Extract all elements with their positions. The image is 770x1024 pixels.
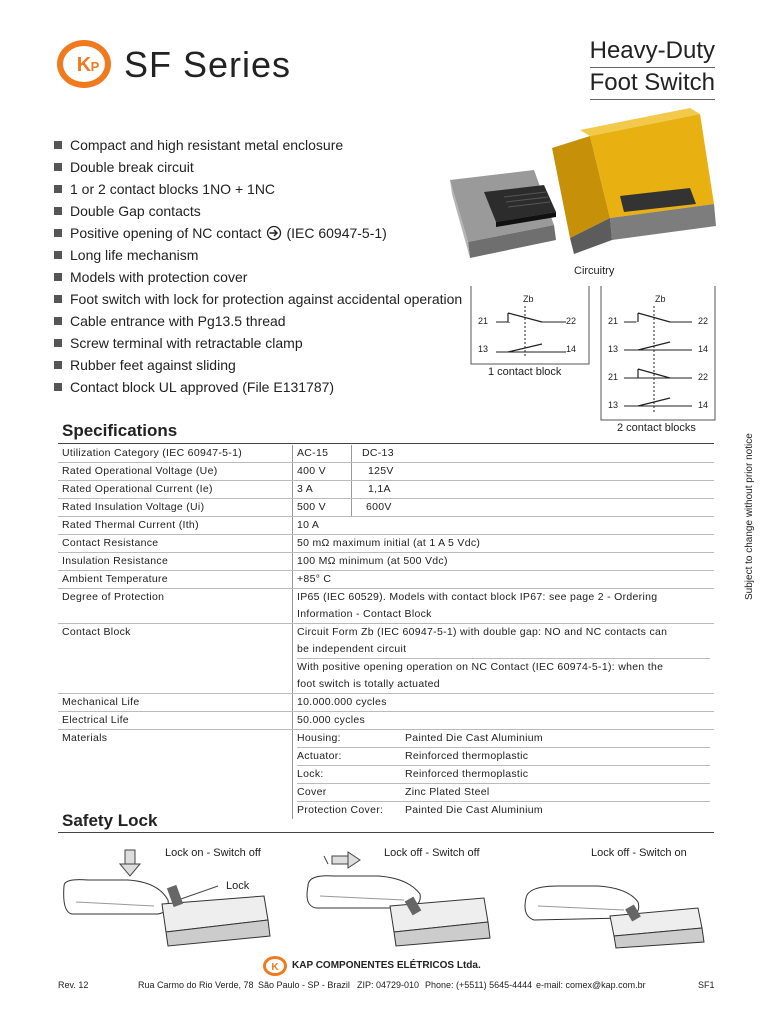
- svg-text:K: K: [271, 962, 279, 973]
- bullet-icon: [54, 251, 62, 259]
- terminal-22: 22: [566, 316, 577, 326]
- slide-arrow-icon: [324, 852, 360, 868]
- terminal-14: 14: [698, 344, 709, 354]
- terminal-14: 14: [566, 344, 577, 354]
- terminal-13: 13: [608, 400, 619, 410]
- side-note: Subject to change without prior notice: [744, 433, 755, 600]
- feature-item: Foot switch with lock for protection against accidental operation: [54, 288, 462, 310]
- bullet-icon: [54, 185, 62, 193]
- bullet-icon: [54, 141, 62, 149]
- terminal-13: 13: [478, 344, 489, 354]
- feature-item: Double break circuit: [54, 156, 462, 178]
- bullet-icon: [54, 207, 62, 215]
- bullet-icon: [54, 361, 62, 369]
- divider: [58, 443, 714, 444]
- revision: Rev. 12: [58, 980, 89, 990]
- circuitry-title: Circuitry: [574, 265, 615, 277]
- feature-item: Rubber feet against sliding: [54, 354, 462, 376]
- terminal-14: 14: [698, 400, 709, 410]
- address: Rua Carmo do Rio Verde, 78: [138, 980, 254, 990]
- table-row: Insulation Resistance 100 MΩ minimum (at 500 Vdc): [58, 553, 714, 571]
- safety-lock-heading: Safety Lock: [62, 811, 158, 830]
- specifications-table: [58, 445, 714, 819]
- table-row: Rated Thermal Current (Ith) 10 A: [58, 517, 714, 535]
- kap-logo-small: [262, 955, 288, 977]
- product-title-line1: Heavy-Duty: [590, 36, 715, 68]
- lock-callout: Lock: [226, 880, 250, 892]
- svg-text:K: K: [76, 54, 92, 76]
- terminal-21: 21: [608, 372, 619, 382]
- series-title: SF Series: [124, 44, 292, 85]
- feature-item: Compact and high resistant metal enclosure: [54, 134, 462, 156]
- table-row: Rated Insulation Voltage (Ui) 500 V 600V: [58, 499, 714, 517]
- press-arrow-icon: [120, 850, 140, 876]
- email[interactable]: e-mail: comex@kap.com.br: [536, 980, 646, 990]
- table-row: Contact Block Circuit Form Zb (IEC 60947-5-1) with double gap: NO and NC contacts can be independent circuit With positive opening operation on NC Contact (IEC 60974-5-1): when the foot switch is totally actuated: [58, 624, 714, 694]
- caption-lock-on: Lock on - Switch off: [165, 847, 261, 859]
- feature-item: Contact block UL approved (File E131787): [54, 376, 462, 398]
- bullet-icon: [54, 273, 62, 281]
- bullet-icon: [54, 383, 62, 391]
- feature-item: Cable entrance with Pg13.5 thread: [54, 310, 462, 332]
- feature-item: Models with protection cover: [54, 266, 462, 288]
- product-title: [590, 36, 715, 100]
- table-row: Mechanical Life 10.000.000 cycles: [58, 694, 714, 712]
- specifications-heading: Specifications: [62, 421, 178, 440]
- feature-item: Screw terminal with retractable clamp: [54, 332, 462, 354]
- terminal-21: 21: [478, 316, 489, 326]
- circuit-zb-label-2: Zb: [655, 294, 666, 304]
- city: São Paulo - SP - Brazil: [258, 980, 350, 990]
- safety-lock-illustrations: [58, 842, 714, 950]
- kap-logo: [55, 38, 113, 90]
- table-row: Degree of Protection IP65 (IEC 60529). Models with contact block IP67: see page 2 - Ordering Information - Contact Block: [58, 589, 714, 624]
- terminal-13: 13: [608, 344, 619, 354]
- table-row: Contact Resistance 50 mΩ maximum initial (at 1 A 5 Vdc): [58, 535, 714, 553]
- feature-item: Double Gap contacts: [54, 200, 462, 222]
- table-row: Rated Operational Current (Ie) 3 A 1,1A: [58, 481, 714, 499]
- bullet-icon: [54, 295, 62, 303]
- caption-lock-off-switch-on: Lock off - Switch on: [591, 847, 687, 859]
- company-name: KAP COMPONENTES ELÉTRICOS Ltda.: [292, 960, 481, 971]
- table-row: Ambient Temperature +85° C: [58, 571, 714, 589]
- svg-text:P: P: [90, 59, 100, 74]
- two-contact-blocks-label: 2 contact blocks: [617, 422, 696, 434]
- bullet-icon: [54, 317, 62, 325]
- feature-list: [54, 134, 462, 398]
- table-row: Rated Operational Voltage (Ue) 400 V 125V: [58, 463, 714, 481]
- foot-switch-cover-photo: [550, 108, 720, 258]
- product-title-line2: Foot Switch: [590, 68, 715, 100]
- circuit-zb-label: Zb: [523, 294, 534, 304]
- divider: [58, 832, 714, 833]
- one-contact-block-label: 1 contact block: [488, 366, 562, 378]
- terminal-22: 22: [698, 372, 709, 382]
- table-row: Electrical Life 50.000 cycles: [58, 712, 714, 730]
- terminal-21: 21: [608, 316, 619, 326]
- bullet-icon: [54, 163, 62, 171]
- feature-item: Long life mechanism: [54, 244, 462, 266]
- table-row: Materials Housing: Painted Die Cast Aluminium Actuator: Reinforced thermoplastic Lock: Reinforced thermoplastic Cover Zinc Plated Steel Protection Cover: Painted Die Cast Aluminium: [58, 730, 714, 820]
- bullet-icon: [54, 339, 62, 347]
- feature-item: 1 or 2 contact blocks 1NO + 1NC: [54, 178, 462, 200]
- caption-lock-off-switch-off: Lock off - Switch off: [384, 847, 480, 859]
- zip: ZIP: 04729-010: [357, 980, 420, 990]
- bullet-icon: [54, 229, 62, 237]
- phone: Phone: (+5511) 5645-4444: [425, 980, 533, 990]
- table-row: Utilization Category (IEC 60947-5-1) AC-15 DC-13: [58, 445, 714, 463]
- positive-opening-icon: [266, 225, 282, 241]
- feature-item: Positive opening of NC contact (IEC 60947-5-1): [54, 222, 462, 244]
- terminal-22: 22: [698, 316, 709, 326]
- page-number: SF1: [698, 980, 715, 990]
